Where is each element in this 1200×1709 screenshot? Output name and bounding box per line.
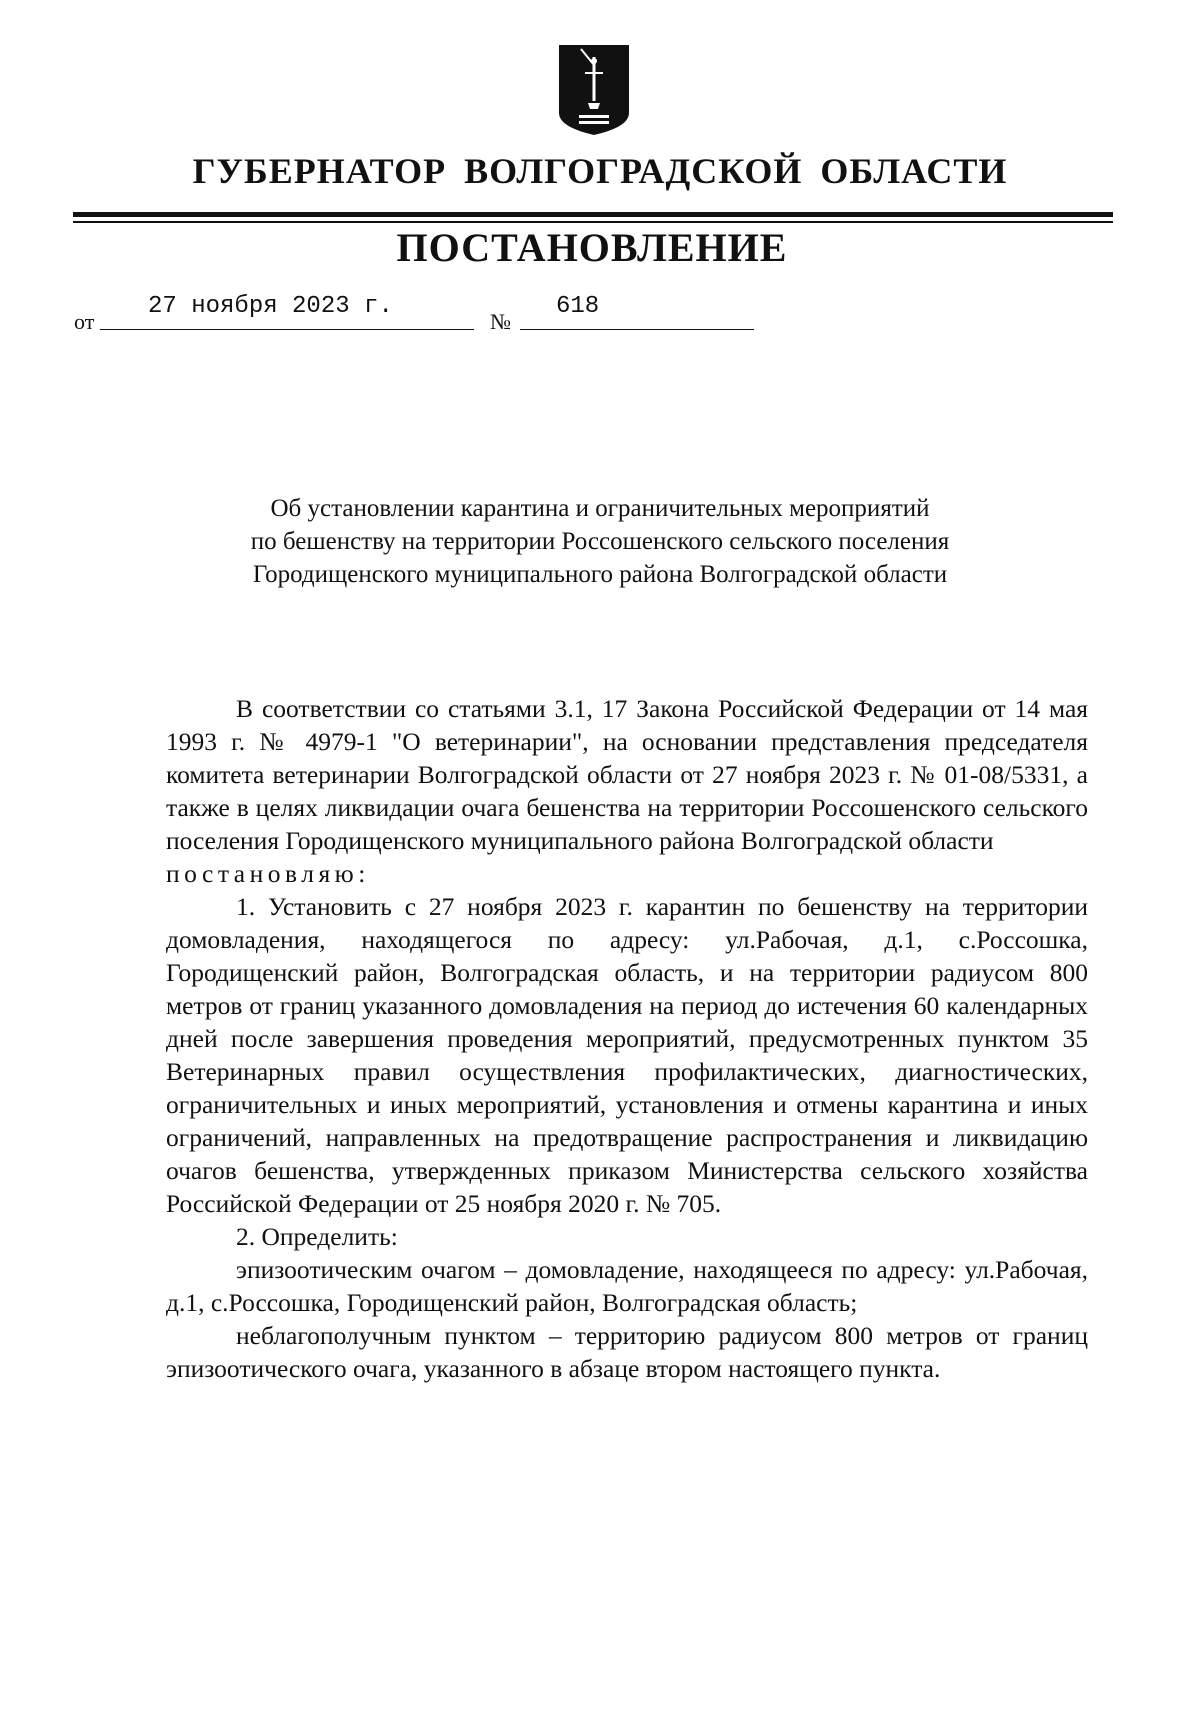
item-2-unsafe-paragraph: неблагополучным пунктом – территорию радиусом 800 метров от границ эпизоотического очага, указанного в абзаце втором настоящего пункта. [166, 1321, 1088, 1383]
date-prefix-label: от [74, 309, 95, 334]
subject-line: Городищенского муниципального района Волгоградской области [252, 561, 948, 588]
document-date: 27 ноября 2023 г. [148, 293, 393, 320]
subject-line: Об установлении карантина и ограничительных мероприятий [270, 495, 930, 522]
item-2-focus-paragraph: эпизоотическим очагом – домовладение, находящееся по адресу: ул.Рабочая, д.1, с.Россошка, Городищенский район, Волгоградская область; [166, 1255, 1088, 1317]
volgograd-coat-of-arms-icon [557, 43, 631, 143]
resolve-word: постановляю: [166, 859, 370, 888]
preamble-paragraph: В соответствии со статьями 3.1, 17 Закона Российской Федерации от 14 мая 1993 г. № 4979-1 "О ветеринарии", на основании представления председателя комитета ветеринарии Волгоградской области от 27 ноября 2023 г. № 01-08/5331, а также в целях ликвидации очага бешенства на территории Россошенского сельского поселения Городищенского муниципального района Волгоградской области [166, 694, 1088, 855]
number-prefix-label: № [490, 309, 511, 334]
document-subject [150, 492, 1050, 591]
document-number: 618 [556, 293, 600, 320]
document-type-heading: ПОСТАНОВЛЕНИЕ [396, 225, 788, 270]
item-2-heading: 2. Определить: [236, 1222, 398, 1251]
issuer-title: ГУБЕРНАТОР ВОЛГОГРАДСКОЙ ОБЛАСТИ [192, 151, 1008, 191]
date-underline [100, 329, 474, 330]
header-divider-thick [73, 212, 1113, 217]
document-body [166, 692, 1088, 1385]
number-underline [520, 329, 754, 330]
item-1-paragraph: 1. Установить с 27 ноября 2023 г. карантин по бешенству на территории домовладения, находящегося по адресу: ул.Рабочая, д.1, с.Россошка, Городищенский район, Волгоградская область, и на территории радиусом 800 метров от границ указанного домовладения на период до истечения 60 календарных дней после завершения проведения мероприятий, предусмотренных пунктом 35 Ветеринарных правил осуществления профилактических, диагностических, ограничительных и иных мероприятий, установления и отмены карантина и иных ограничений, направленных на предотвращение распространения и ликвидацию очагов бешенства, утвержденных приказом Министерства сельского хозяйства Российской Федерации от 25 ноября 2020 г. № 705. [166, 892, 1088, 1218]
subject-line: по бешенству на территории Россошенского сельского поселения [250, 528, 950, 555]
header-divider-thin [73, 221, 1113, 223]
